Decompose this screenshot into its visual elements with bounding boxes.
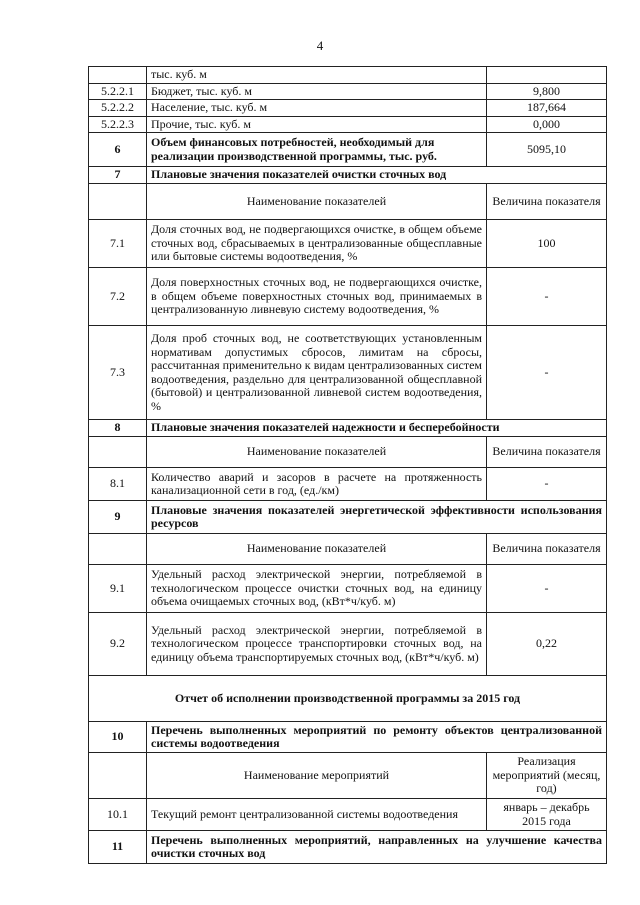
column-header-value: Величина показателя: [487, 184, 607, 220]
row-text: Текущий ремонт централизованной системы водоотведения: [147, 799, 487, 831]
column-header-row: [89, 534, 607, 565]
table-row: [89, 133, 607, 167]
row-value: 100: [487, 220, 607, 268]
column-header-value: Реализация мероприятий (месяц, год): [487, 753, 607, 799]
table-row: [89, 220, 607, 268]
row-value: -: [487, 268, 607, 326]
column-header-name: Наименование показателей: [147, 184, 487, 220]
table-row: [89, 613, 607, 676]
column-header-row: [89, 184, 607, 220]
section-header-row: [89, 831, 607, 864]
section-title: Плановые значения показателей очистки сточных вод: [147, 167, 607, 184]
row-value: 187,664: [487, 100, 607, 117]
report-title-row: [89, 676, 607, 722]
row-text: Бюджет, тыс. куб. м: [147, 83, 487, 100]
report-title: Отчет об исполнении производственной программы за 2015 год: [89, 676, 607, 722]
column-header-value: Величина показателя: [487, 534, 607, 565]
table-row: [89, 116, 607, 133]
row-text: Количество аварий и засоров в расчете на протяженность канализационной сети в год, (ед./км): [147, 468, 487, 501]
section-number: 8: [89, 420, 147, 437]
table-row: [89, 268, 607, 326]
row-number: 5.2.2.1: [89, 83, 147, 100]
row-number: 7.1: [89, 220, 147, 268]
row-number: 5.2.2.2: [89, 100, 147, 117]
row-value: -: [487, 468, 607, 501]
row-number: [89, 67, 147, 84]
row-value: 0,000: [487, 116, 607, 133]
section-number: 7: [89, 167, 147, 184]
row-number: 9.1: [89, 565, 147, 613]
row-value: [487, 67, 607, 84]
page-number: 4: [316, 38, 324, 53]
section-header-row: [89, 722, 607, 753]
column-header-name: Наименование мероприятий: [147, 753, 487, 799]
row-text: Удельный расход электрической энергии, потребляемой в технологическом процессе транспортировки сточных вод, на единицу объема транспортируемых сточных вод, (кВт*ч/куб. м): [147, 613, 487, 676]
section-title: Плановые значения показателей энергетической эффективности использования ресурсов: [147, 501, 607, 534]
section-title: Плановые значения показателей надежности и бесперебойности: [147, 420, 607, 437]
row-number: 7.2: [89, 268, 147, 326]
column-header-value: Величина показателя: [487, 437, 607, 468]
row-number: 9.2: [89, 613, 147, 676]
row-text: Доля проб сточных вод, не соответствующих установленным нормативам допустимых сбросов, лимитам на сбросы, рассчитанная применительно к видам централизованных систем водоотведения, раздельно для централизованной общесплавной (бытовой) и централизованной ливневой систем водоотведения, %: [147, 326, 487, 420]
section-number: 10: [89, 722, 147, 753]
row-number: 8.1: [89, 468, 147, 501]
section-number: 9: [89, 501, 147, 534]
row-text: Население, тыс. куб. м: [147, 100, 487, 117]
section-title: Перечень выполненных мероприятий по ремонту объектов централизованной системы водоотведения: [147, 722, 607, 753]
table-row: [89, 83, 607, 100]
section-header-row: [89, 501, 607, 534]
row-number: 6: [89, 133, 147, 167]
row-value: 5095,10: [487, 133, 607, 167]
row-text: Удельный расход электрической энергии, потребляемой в технологическом процессе очистки сточных вод, на единицу объема очищаемых сточных вод, (кВт*ч/куб. м): [147, 565, 487, 613]
column-header-row: [89, 437, 607, 468]
column-header-row: [89, 753, 607, 799]
section-number: 11: [89, 831, 147, 864]
column-header-name: Наименование показателей: [147, 437, 487, 468]
row-value: январь – декабрь 2015 года: [487, 799, 607, 831]
table-row: [89, 100, 607, 117]
section-header-row: [89, 167, 607, 184]
table-row: [89, 468, 607, 501]
row-text: Объем финансовых потребностей, необходимый для реализации производственной программы, тыс. руб.: [147, 133, 487, 167]
program-table: [88, 66, 607, 864]
row-text: Доля поверхностных сточных вод, не подвергающихся очистке, в общем объеме поверхностных сточных вод, принимаемых в централизованную ливневую систему водоотведения, %: [147, 268, 487, 326]
table-row: [89, 565, 607, 613]
table-row: [89, 67, 607, 84]
row-value: 0,22: [487, 613, 607, 676]
row-value: -: [487, 565, 607, 613]
row-number: 5.2.2.3: [89, 116, 147, 133]
row-value: -: [487, 326, 607, 420]
row-number: 7.3: [89, 326, 147, 420]
row-text: тыс. куб. м: [147, 67, 487, 84]
row-number: 10.1: [89, 799, 147, 831]
row-value: 9,800: [487, 83, 607, 100]
section-title: Перечень выполненных мероприятий, направленных на улучшение качества очистки сточных вод: [147, 831, 607, 864]
row-text: Прочие, тыс. куб. м: [147, 116, 487, 133]
table-row: [89, 326, 607, 420]
section-header-row: [89, 420, 607, 437]
column-header-name: Наименование показателей: [147, 534, 487, 565]
row-text: Доля сточных вод, не подвергающихся очистке, в общем объеме сточных вод, сбрасываемых в централизованные общесплавные или бытовые системы водоотведения, %: [147, 220, 487, 268]
table-row: [89, 799, 607, 831]
